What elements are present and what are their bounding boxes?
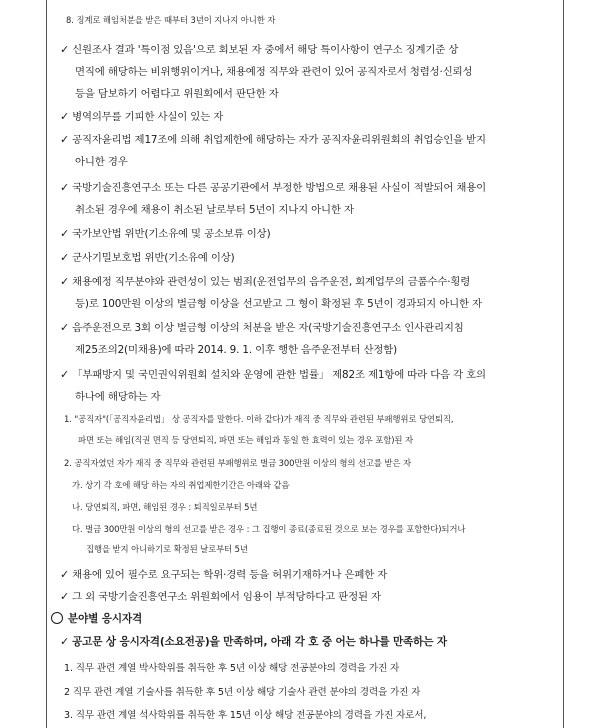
text-line: 취소된 경우에 채용이 취소된 날로부터 5년이 지나지 아니한 자 [75, 204, 354, 216]
section-heading [51, 611, 142, 626]
check-icon: ✓ [60, 251, 70, 264]
check-icon: ✓ [60, 321, 70, 334]
text-line: 제25조의2(미채용)에 따라 2014. 9. 1. 이후 행한 음주운전부터 산정함) [75, 344, 398, 356]
list-item [60, 566, 387, 581]
text-line: 가. 상기 각 호에 해당 하는 자의 취업제한기간은 아래와 같음 [72, 480, 290, 490]
list-item [60, 179, 486, 194]
text-line: 등)로 100만원 이상의 벌금형 이상을 선고받고 그 형이 확정된 후 5년이 경과되지 아니한 자 [75, 298, 482, 310]
list-item [60, 108, 223, 123]
list-item [60, 366, 486, 381]
text-line: 등을 담보하기 어렵다고 위원회에서 판단한 자 [75, 88, 279, 100]
check-icon: ✓ [60, 227, 70, 240]
check-icon: ✓ [60, 133, 70, 146]
text-line: 1. 직무 관련 계열 박사학위를 취득한 후 5년 이상 해당 전공분야의 경력을 가진 자 [64, 663, 400, 674]
list-item [60, 634, 447, 649]
circle-bullet-icon [51, 612, 63, 624]
text-line: 하나에 해당하는 자 [75, 391, 161, 403]
text-line: 국가보안법 위반(기소유예 및 공소보류 이상) [72, 228, 271, 240]
text-line: 채용에 있어 필수로 요구되는 학위·경력 등을 허위기재하거나 은폐한 자 [72, 569, 388, 581]
text-line: 신원조사 결과 '특이점 있음'으로 회보된 자 중에서 해당 특이사항이 연구소 징계기준 상 [72, 44, 459, 56]
text-line: 나. 당연퇴직, 파면, 해임된 경우 : 퇴직일로부터 5년 [72, 502, 258, 512]
list-item [60, 319, 464, 334]
check-icon: ✓ [60, 275, 70, 288]
text-line: 아니한 경우 [75, 156, 128, 168]
text-line: 공고문 상 응시자격(소요전공)을 만족하며, 아래 각 호 중 어는 하나를 만족하는 자 [72, 636, 447, 648]
list-item [60, 131, 486, 146]
check-icon: ✓ [60, 181, 70, 194]
text-line: 3. 직무 관련 계열 석사학위를 취득한 후 15년 이상 해당 전공분야의 경력을 가진 자로서, [64, 710, 427, 721]
check-icon: ✓ [60, 635, 70, 648]
check-icon: ✓ [60, 43, 70, 56]
check-icon: ✓ [60, 368, 70, 381]
text-line: 공직자윤리법 제17조에 의해 취업제한에 해당하는 자가 공직자윤리위원회의 취업승인을 받지 [72, 134, 486, 146]
check-icon: ✓ [60, 568, 70, 581]
text-line: 채용예정 직무분야와 관련성이 있는 범죄(운전업무의 음주운전, 회계업무의 금품수수·횡령 [72, 276, 471, 288]
text-line: 국방기술진흥연구소 또는 다른 공공기관에서 부정한 방법으로 채용된 사실이 적발되어 채용이 [72, 182, 487, 194]
list-item [60, 273, 470, 288]
check-icon: ✓ [60, 110, 70, 123]
text-line: 면직에 해당하는 비위행위이거나, 채용예정 직무와 관련이 있어 공직자로서 청렴성·신뢰성 [75, 66, 473, 78]
section-title: 분야별 응시자격 [68, 613, 143, 625]
check-icon: ✓ [60, 590, 70, 603]
text-line: 2. 공직자였던 자가 재직 중 직무와 관련된 부패행위로 벌금 300만원 이상의 형의 선고를 받은 자 [64, 458, 411, 468]
text-line: 음주운전으로 3회 이상 벌금형 이상의 처분을 받은 자(국방기술진흥연구소 인사관리지침 [72, 322, 464, 334]
list-item [60, 225, 270, 240]
list-item [60, 588, 381, 603]
text-line: 2 직무 관련 계열 기술사를 취득한 후 5년 이상 해당 기술사 관련 분야의 경력을 가진 자 [64, 687, 421, 698]
text-line: 병역의무를 기피한 사실이 있는 자 [72, 111, 224, 123]
text-line: 집행을 받지 아니하기로 확정된 날로부터 5년 [86, 544, 248, 554]
list-item [60, 41, 458, 56]
text-line: 「부패방지 및 국민권익위원회 설치와 운영에 관한 법률」 제82조 제1항에 따라 다음 각 호의 [72, 369, 486, 381]
text-line: 그 외 국방기술진흥연구소 위원회에서 임용이 부적당하다고 판정된 자 [72, 591, 381, 603]
list-item [60, 249, 235, 264]
text-line: 1. "공직자"(「공직자윤리법」 상 공직자를 말한다. 이하 같다)가 재직 중 직무와 관련된 부패행위로 당연퇴직, [64, 414, 454, 424]
text-line: 다. 벌금 300만원 이상의 형의 선고를 받은 경우 : 그 집행이 종료(종료된 것으로 보는 경우를 포함한다)되거나 [72, 524, 466, 534]
text-line: 군사기밀보호법 위반(기소유예 이상) [72, 252, 235, 264]
text-line: 8. 징계로 해임처분을 받은 때부터 3년이 지나지 아니한 자 [66, 15, 276, 25]
text-line: 파면 또는 해임(직권 면직 등 당연퇴직, 파면 또는 해임과 동일 한 효력이 있는 경우 포함)된 자 [78, 435, 413, 445]
